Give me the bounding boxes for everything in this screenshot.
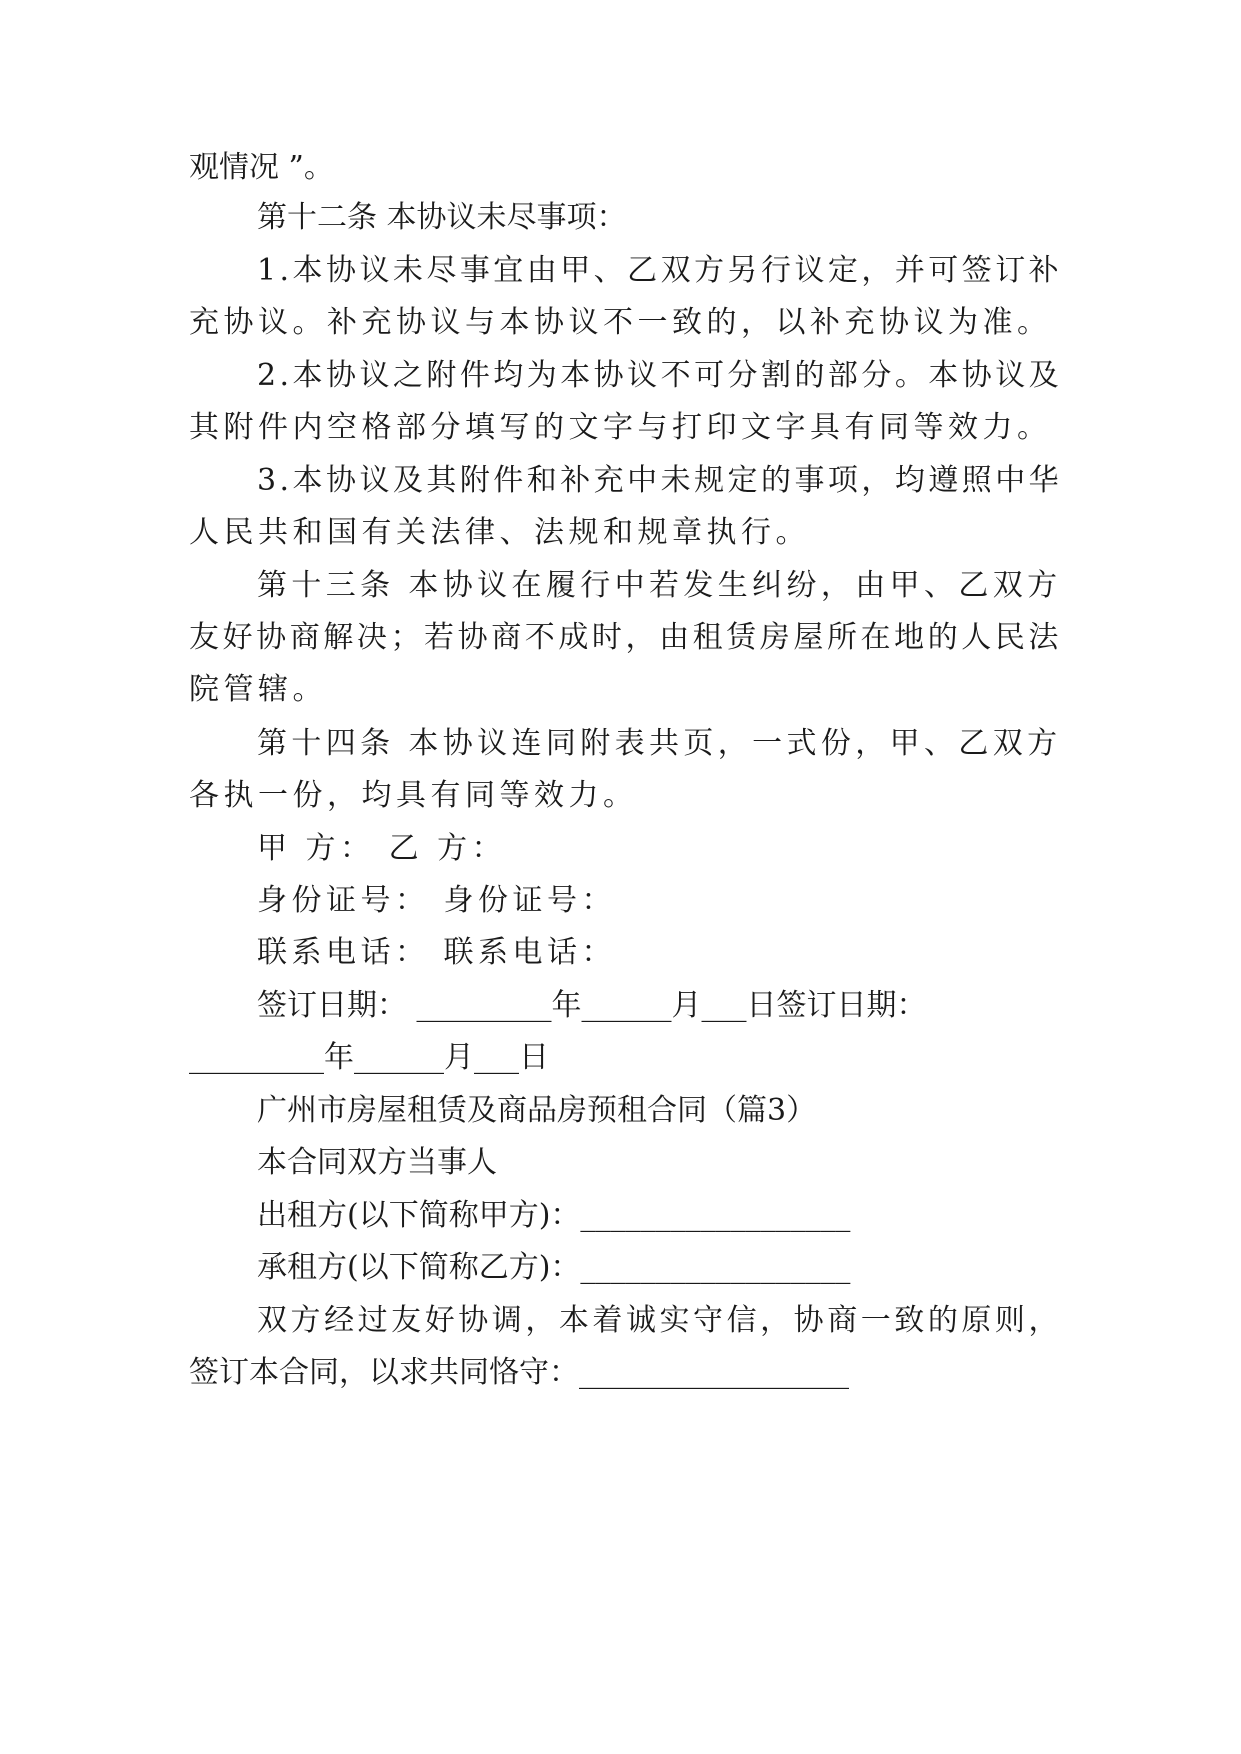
text-line-07: 3.本协议及其附件和补充中未规定的事项，均遵照中华 bbox=[257, 463, 1063, 498]
text-line-14: 甲 方： 乙 方： bbox=[257, 831, 507, 866]
text-line-01: 观情况 ”。 bbox=[189, 150, 334, 185]
text-line-12: 第十四条 本协议连同附表共页，一式份，甲、乙双方 bbox=[257, 726, 1062, 761]
text-line-06: 其附件内空格部分填写的文字与打印文字具有同等效力。 bbox=[189, 410, 1052, 445]
text-line-11: 院管辖。 bbox=[189, 672, 327, 707]
text-line-21: 出租方(以下简称甲方)：__________________ bbox=[257, 1198, 851, 1233]
text-line-13: 各执一份，均具有同等效力。 bbox=[189, 778, 638, 813]
text-line-10: 友好协商解决；若协商不成时，由租赁房屋所在地的人民法 bbox=[189, 620, 1062, 655]
text-line-16: 联系电话： 联系电话： bbox=[257, 935, 617, 970]
text-line-03: 1.本协议未尽事宜由甲、乙双方另行议定，并可签订补 bbox=[257, 253, 1063, 288]
text-line-20: 本合同双方当事人 bbox=[257, 1145, 497, 1180]
text-line-22: 承租方(以下简称乙方)：__________________ bbox=[257, 1250, 851, 1285]
text-line-15: 身份证号： 身份证号： bbox=[257, 883, 617, 918]
text-line-19: 广州市房屋租赁及商品房预租合同（篇3） bbox=[257, 1093, 817, 1128]
text-line-24: 签订本合同，以求共同恪守：__________________ bbox=[189, 1355, 849, 1390]
text-line-23: 双方经过友好协调，本着诚实守信，协商一致的原则， bbox=[257, 1303, 1062, 1338]
text-line-08: 人民共和国有关法律、法规和规章执行。 bbox=[189, 515, 810, 550]
text-line-05: 2.本协议之附件均为本协议不可分割的部分。本协议及 bbox=[257, 358, 1063, 393]
text-line-17: 签订日期： _________年______月___日签订日期： bbox=[257, 988, 927, 1023]
text-line-02: 第十二条 本协议未尽事项： bbox=[257, 200, 627, 235]
text-line-09: 第十三条 本协议在履行中若发生纠纷，由甲、乙双方 bbox=[257, 568, 1062, 603]
text-line-04: 充协议。补充协议与本协议不一致的，以补充协议为准。 bbox=[189, 305, 1052, 340]
text-line-18: _________年______月___日 bbox=[189, 1040, 549, 1075]
